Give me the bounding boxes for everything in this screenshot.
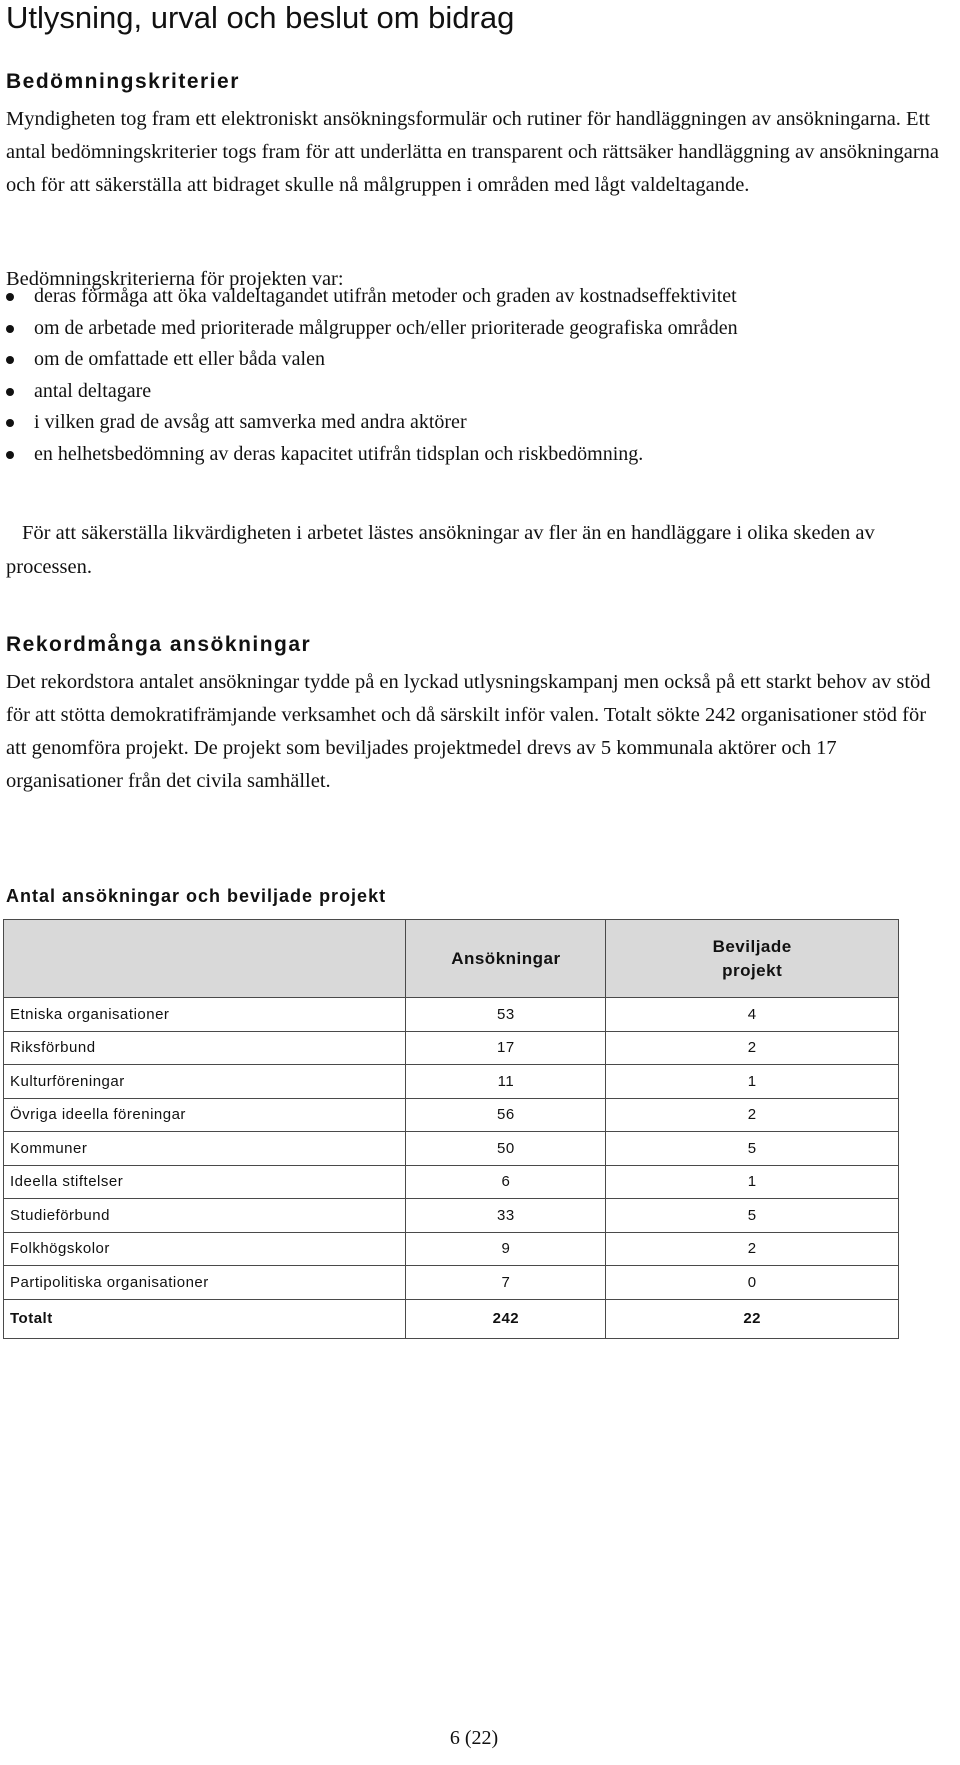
list-item-text: om de arbetade med prioriterade målgrupper och/eller prioriterade geografiska områden (34, 316, 738, 339)
table-title: Antal ansökningar och beviljade projekt (6, 886, 387, 906)
bullet-icon (6, 419, 14, 427)
table-row (4, 1031, 899, 1065)
table-cell-granted: 5 (606, 1199, 899, 1233)
list-item-text: i vilken grad de avsåg att samverka med andra aktörer (34, 411, 467, 433)
table-header-row (4, 920, 899, 998)
table-row (4, 998, 899, 1032)
table-cell-applications: 7 (406, 1266, 606, 1300)
table-cell-applications: 50 (406, 1132, 606, 1166)
table-row (4, 1165, 899, 1199)
table-cell-category: Partipolitiska organisationer (4, 1266, 406, 1300)
page-number: 6 (22) (449, 1727, 499, 1749)
table-cell-category: Kulturföreningar (4, 1065, 406, 1099)
table-total-applications: 242 (406, 1299, 606, 1338)
table-cell-category: Kommuner (4, 1132, 406, 1166)
bullet-icon (6, 356, 14, 364)
table-cell-granted: 2 (606, 1232, 899, 1266)
table-total-granted: 22 (606, 1299, 899, 1338)
table-header-applications: Ansökningar (406, 920, 606, 998)
table-cell-granted: 1 (606, 1065, 899, 1099)
table-header-category (4, 920, 406, 998)
criteria-paragraph: Myndigheten tog fram ett elektroniskt ansökningsformulär och rutiner för handläggningen av ansökningarna. Ett antal bedömningskriterier togs fram för att underlätta en transparent och rättsäker handläggning av ansökningarna och för att säkerställa att bidraget skulle nå målgruppen i områden med lågt valdeltagande. (6, 108, 939, 196)
bullet-icon (6, 388, 14, 396)
table-cell-applications: 53 (406, 998, 606, 1032)
criteria-list (0, 281, 960, 470)
page-heading: Utlysning, urval och beslut om bidrag (6, 0, 515, 35)
table-row (4, 1232, 899, 1266)
applications-table (3, 919, 899, 1339)
table-cell-category: Riksförbund (4, 1031, 406, 1065)
table-cell-granted: 2 (606, 1098, 899, 1132)
section-title-criteria: Bedömningskriterier (6, 70, 240, 93)
list-item-text: deras förmåga att öka valdeltagandet utifrån metoder och graden av kostnadseffektivitet (34, 285, 737, 307)
list-item (0, 376, 960, 408)
list-item-text: en helhetsbedömning av deras kapacitet utifrån tidsplan och riskbedömning. (34, 442, 644, 465)
table-cell-category: Ideella stiftelser (4, 1165, 406, 1199)
list-item (0, 313, 960, 345)
table-cell-granted: 4 (606, 998, 899, 1032)
bullet-icon (6, 451, 14, 459)
table-row (4, 1098, 899, 1132)
table-cell-applications: 11 (406, 1065, 606, 1099)
table-cell-granted: 5 (606, 1132, 899, 1166)
list-item-text: om de omfattade ett eller båda valen (34, 348, 325, 370)
table-row (4, 1199, 899, 1233)
bullet-icon (6, 325, 14, 333)
bullet-icon (6, 293, 14, 301)
section-title-records: Rekordmånga ansökningar (6, 633, 312, 656)
list-item (0, 407, 960, 439)
list-item (0, 281, 960, 313)
table-total-label: Totalt (4, 1299, 406, 1338)
table-cell-applications: 17 (406, 1031, 606, 1065)
table-header-granted (606, 920, 899, 998)
records-paragraph: Det rekordstora antalet ansökningar tydde på en lyckad utlysningskampanj men också på ett starkt behov av stöd för att stötta demokratifrämjande verksamhet och då särskilt inför valen. Totalt sökte 242 organisationer stöd för att genomföra projekt. De projekt som beviljades projektmedel drevs av 5 kommunala aktörer och 17 organisationer från det civila samhället. (6, 671, 931, 792)
table-header-granted-label: Beviljade projekt (712, 936, 792, 980)
table-cell-applications: 33 (406, 1199, 606, 1233)
table-cell-category: Folkhögskolor (4, 1232, 406, 1266)
table-cell-granted: 0 (606, 1266, 899, 1300)
table-cell-category: Etniska organisationer (4, 998, 406, 1032)
criteria-list-intro: Bedömningskriterierna för projekten var: (6, 268, 344, 290)
table-cell-granted: 2 (606, 1031, 899, 1065)
table-cell-granted: 1 (606, 1165, 899, 1199)
table-cell-applications: 6 (406, 1165, 606, 1199)
table-cell-category: Övriga ideella föreningar (4, 1098, 406, 1132)
table-total-row (4, 1299, 899, 1338)
table-cell-applications: 56 (406, 1098, 606, 1132)
table-cell-category: Studieförbund (4, 1199, 406, 1233)
table-cell-applications: 9 (406, 1232, 606, 1266)
criteria-closing-paragraph: För att säkerställa likvärdigheten i arbetet lästes ansökningar av fler än en handläggare i olika skeden av processen. (6, 522, 875, 578)
table-row (4, 1132, 899, 1166)
list-item (0, 439, 960, 471)
table-row (4, 1266, 899, 1300)
list-item (0, 344, 960, 376)
table-row (4, 1065, 899, 1099)
list-item-text: antal deltagare (34, 379, 152, 402)
